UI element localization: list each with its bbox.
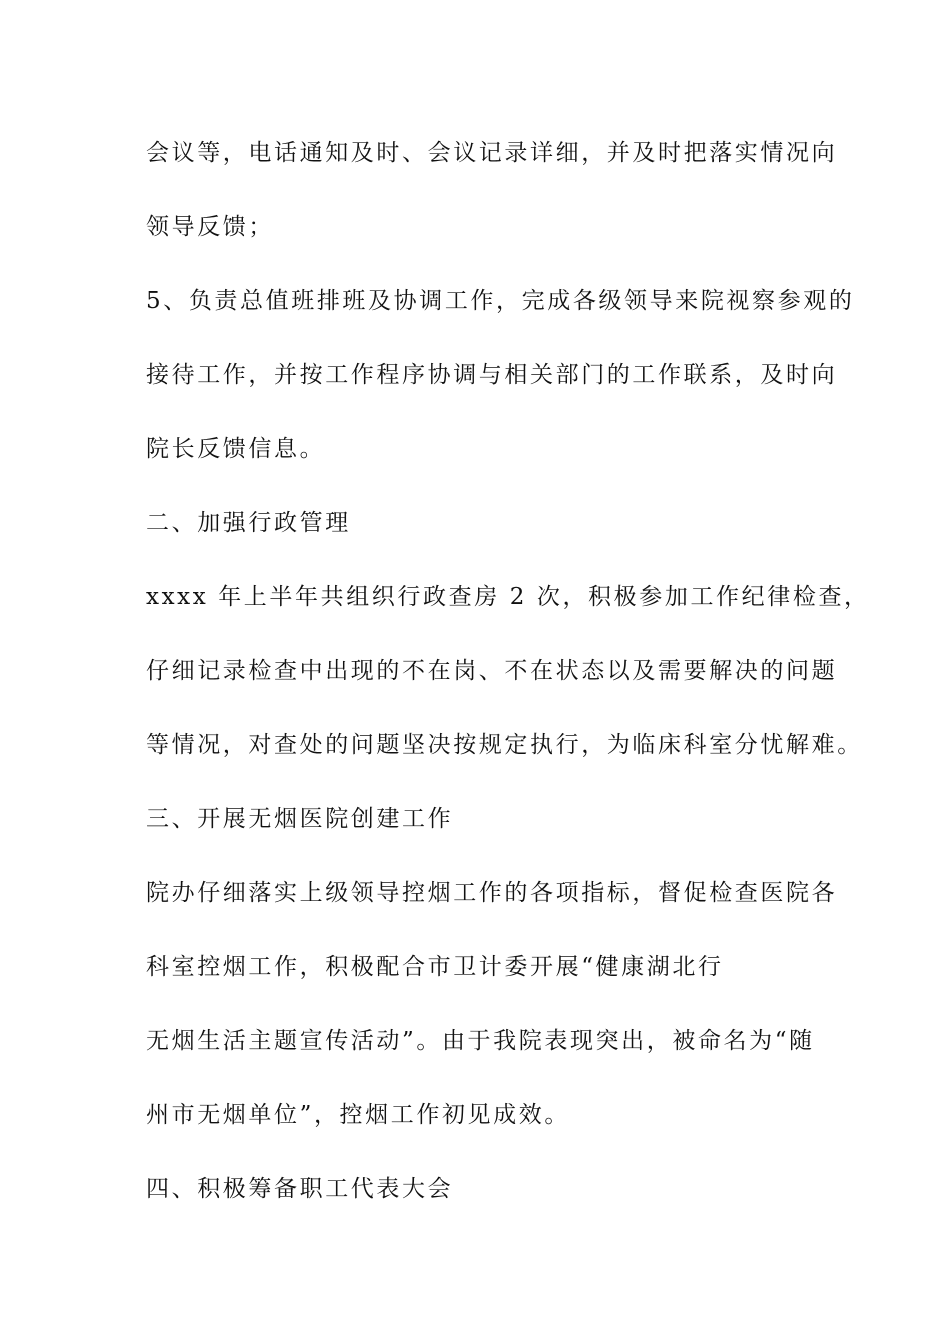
paragraph-line: 院办仔细落实上级领导控烟工作的各项指标，督促检查医院各 [146,880,838,906]
paragraph-line: xxxx 年上半年共组织行政查房 2 次，积极参加工作纪律检查， [146,584,870,610]
paragraph-line: 州市无烟单位”，控烟工作初见成效。 [146,1102,570,1128]
paragraph-line: 接待工作，并按工作程序协调与相关部门的工作联系，及时向 [146,362,838,388]
paragraph-line: 科室控烟工作，积极配合市卫计委开展“健康湖北行 [146,954,724,980]
paragraph-line: 院长反馈信息。 [146,436,326,462]
paragraph-line: 等情况，对查处的问题坚决按规定执行，为临床科室分忧解难。 [146,732,863,758]
section-heading: 四、积极筹备职工代表大会 [146,1176,454,1202]
section-heading: 三、开展无烟医院创建工作 [146,806,454,832]
paragraph-line: 5、负责总值班排班及协调工作，完成各级领导来院视察参观的 [146,288,855,314]
paragraph-line: 领导反馈； [146,214,274,240]
paragraph-line: 会议等，电话通知及时、会议记录详细，并及时把落实情况向 [146,140,838,166]
paragraph-line: 无烟生活主题宣传活动”。由于我院表现突出，被命名为“随 [146,1028,815,1054]
section-heading: 二、加强行政管理 [146,510,351,536]
paragraph-line: 仔细记录检查中出现的不在岗、不在状态以及需要解决的问题 [146,658,838,684]
